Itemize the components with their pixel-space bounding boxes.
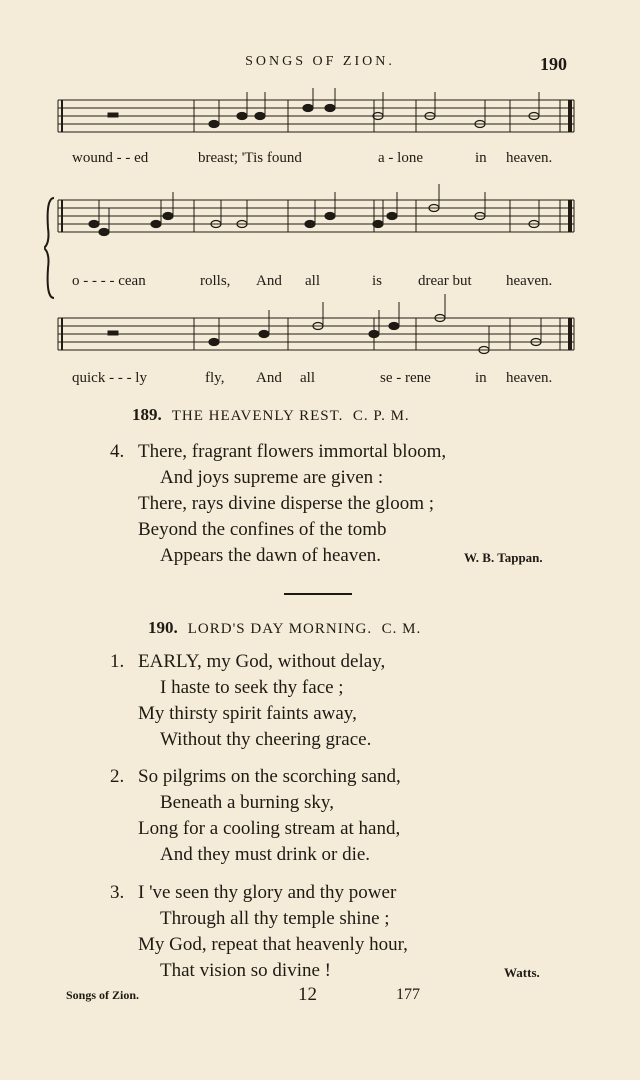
hymn-meter: C. P. M. <box>352 408 410 424</box>
verse-line: My thirsty spirit faints away, <box>138 703 357 724</box>
lyric-alto-6: drear but <box>418 273 472 289</box>
verse-line: I haste to seek thy face ; <box>160 677 344 698</box>
lyric-alto-1: o - - - - cean <box>72 273 146 289</box>
verse-line: My God, repeat that heavenly hour, <box>138 934 408 955</box>
footer-signature: 12 <box>298 984 317 1005</box>
hymn-189-heading <box>132 405 410 425</box>
lyric-bass-2: fly, <box>205 370 225 386</box>
running-header: SONGS OF ZION. <box>245 54 395 69</box>
note-head <box>99 229 109 236</box>
note-head <box>259 331 269 338</box>
verse-number: 2. <box>110 766 125 787</box>
author-attribution: W. B. Tappan. <box>464 550 543 565</box>
verse-number: 1. <box>110 651 125 672</box>
verse-number: 4. <box>110 441 125 462</box>
lyric-alto-2: rolls, <box>200 273 231 289</box>
footer-page-number: 177 <box>396 986 420 1003</box>
lyric-treble-4: in <box>475 150 487 166</box>
verse-line: So pilgrims on the scorching sand, <box>138 766 401 787</box>
lyric-treble-3: a - lone <box>378 150 423 166</box>
verse-line: That vision so divine ! <box>160 960 331 981</box>
verse-line: There, rays divine disperse the gloom ; <box>138 493 435 514</box>
hymn-title: LORD'S DAY MORNING. <box>187 621 373 637</box>
note-head <box>209 121 219 128</box>
hymn-meter: C. M. <box>381 621 422 637</box>
lyric-bass-7: heaven. <box>506 370 553 386</box>
note-head <box>325 105 335 112</box>
brace <box>44 198 54 298</box>
section-divider <box>284 593 352 595</box>
note-head <box>255 113 265 120</box>
note-head <box>387 213 397 220</box>
verse-line: Appears the dawn of heaven. <box>160 545 382 566</box>
verse-line: Beneath a burning sky, <box>160 792 334 813</box>
note-head <box>209 339 219 346</box>
note-head <box>151 221 161 228</box>
hymn-number: 189. <box>132 405 162 424</box>
lyric-alto-3: And <box>256 273 282 289</box>
note-head <box>237 113 247 120</box>
note-head <box>389 323 399 330</box>
note-head <box>305 221 315 228</box>
hymn-number: 190. <box>148 618 178 637</box>
note-head <box>303 105 313 112</box>
verse-line: Beyond the confines of the tomb <box>138 519 387 540</box>
verse-number: 3. <box>110 882 125 903</box>
lyric-alto-5: is <box>372 273 383 289</box>
music-score <box>44 88 584 398</box>
hymn-190-heading <box>148 618 421 638</box>
footer-book-title: Songs of Zion. <box>66 988 140 1002</box>
verse-line: And joys supreme are given : <box>160 467 384 488</box>
note-head <box>325 213 335 220</box>
page-number: 190 <box>540 54 567 74</box>
lyric-treble-5: heaven. <box>506 150 553 166</box>
lyric-treble-1: wound - - ed <box>72 150 149 166</box>
verse-line: And they must drink or die. <box>160 844 371 865</box>
verse-line: Without thy cheering grace. <box>160 729 372 750</box>
lyric-bass-1: quick - - - ly <box>72 370 147 386</box>
lyric-bass-4: all <box>300 370 315 386</box>
note-head <box>163 213 173 220</box>
author-attribution: Watts. <box>504 965 540 980</box>
lyric-treble-2: breast; 'Tis found <box>198 150 302 166</box>
note-head <box>369 331 379 338</box>
hymn-title: THE HEAVENLY REST. <box>171 408 344 424</box>
verse-line: Through all thy temple shine ; <box>160 908 390 929</box>
lyric-bass-6: in <box>475 370 487 386</box>
lyric-alto-4: all <box>305 273 320 289</box>
lyric-bass-3: And <box>256 370 282 386</box>
verse-line: I 've seen thy glory and thy power <box>138 882 397 903</box>
lyric-alto-7: heaven. <box>506 273 553 289</box>
rest <box>108 113 118 117</box>
verse-line: There, fragrant flowers immortal bloom, <box>138 441 447 462</box>
note-head <box>373 221 383 228</box>
verse-line: Long for a cooling stream at hand, <box>138 818 401 839</box>
note-head <box>89 221 99 228</box>
rest <box>108 331 118 335</box>
verse-line: EARLY, my God, without delay, <box>138 651 386 672</box>
lyric-bass-5: se - rene <box>380 370 431 386</box>
